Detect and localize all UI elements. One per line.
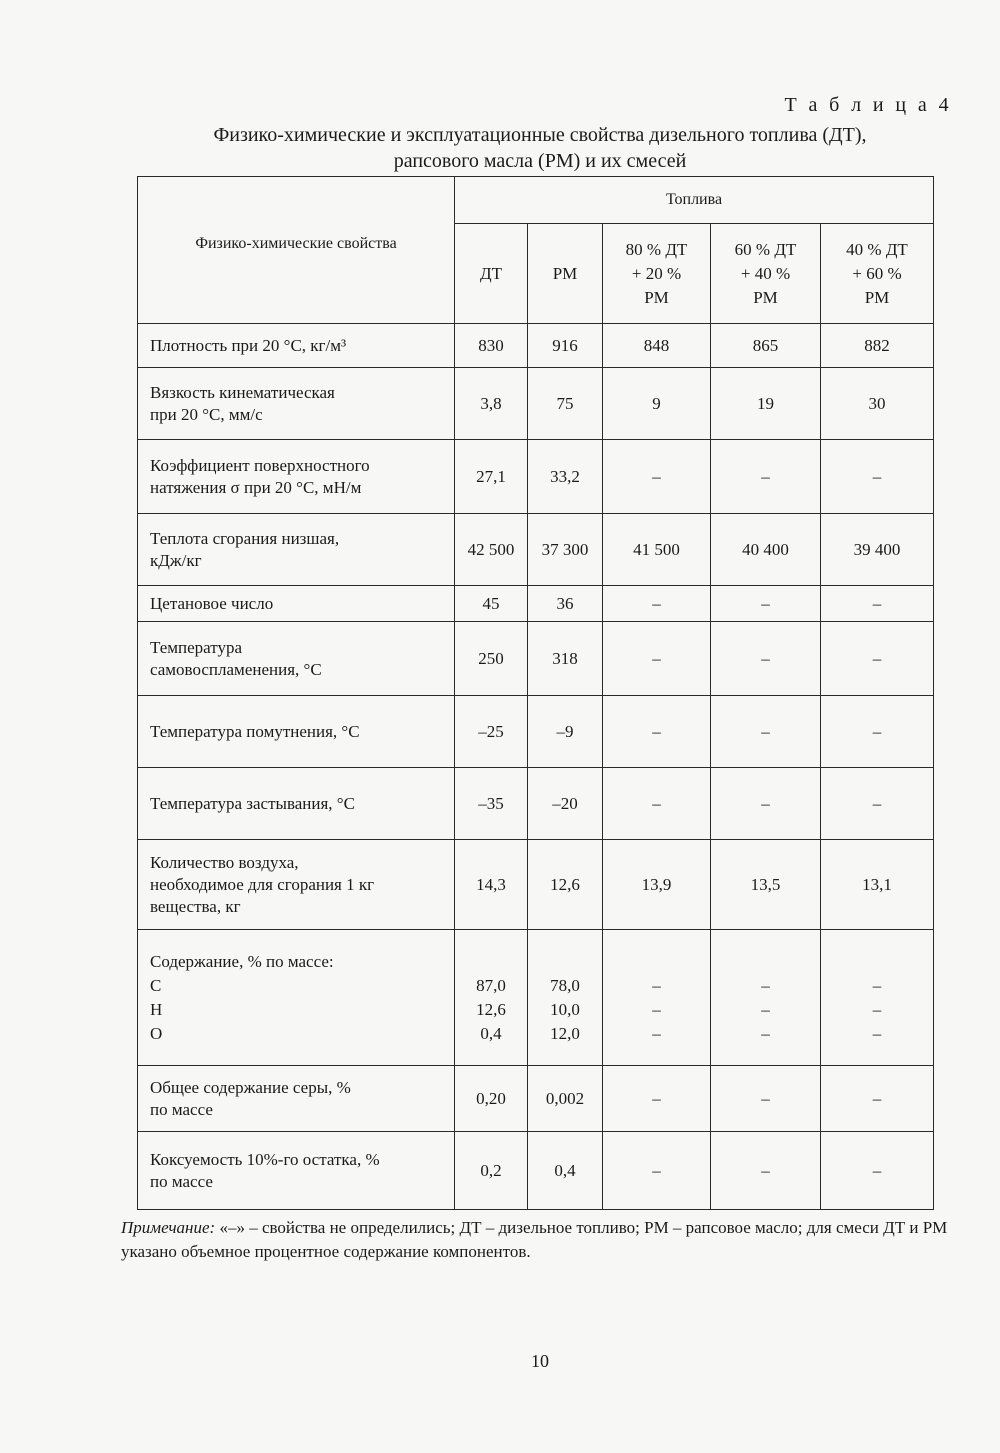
value-cell [455,440,528,514]
value-text: – [872,975,882,995]
property-text: кДж/кг [150,550,202,570]
value-text: – [652,975,661,995]
value-cell [455,622,528,696]
value-cell [455,696,528,768]
value-cell [821,514,934,586]
value-cell [603,840,711,930]
value-text: –35 [478,793,504,813]
table-row [138,368,934,440]
value-text: 3,8 [480,393,502,413]
value-cell [455,586,528,622]
note-text: «–» – свойства не определились; ДТ – дизельное топливо; РМ – рапсовое масло; для смеси ДТ и РМ указано объемное процентное содержание компонентов. [121,1218,948,1261]
value-cell [528,514,603,586]
fuel-column-header-line: 40 % ДТ [846,239,908,259]
note-label: Примечание: [121,1218,216,1237]
property-text: Цетановое число [150,593,274,613]
value-cell [711,1132,821,1210]
property-cell [138,440,455,514]
value-cell [528,1132,603,1210]
value-text: 42 500 [467,539,515,559]
value-cell [603,440,711,514]
value-text: – [761,721,770,741]
value-text: 9 [652,393,661,413]
property-cell [138,514,455,586]
value-text: – [652,593,661,613]
value-text: – [872,1023,882,1043]
value-text: 10,0 [550,999,580,1019]
table-row [138,1132,934,1210]
property-cell [138,1066,455,1132]
value-cell [528,440,603,514]
property-cell [138,622,455,696]
value-text: 0,002 [545,1088,585,1108]
value-text: 865 [752,335,779,355]
value-text: – [761,793,770,813]
value-text: – [652,1023,661,1043]
property-text: Теплота сгорания низшая, [150,528,340,548]
fuel-column-header-line: РМ [644,287,669,307]
value-cell [603,368,711,440]
property-text: Общее содержание серы, % [150,1077,351,1097]
value-text: 78,0 [550,975,580,995]
property-text: Коксуемость 10%-го остатка, % [150,1149,380,1169]
value-cell [711,1066,821,1132]
value-text: – [761,593,770,613]
property-text: по массе [150,1171,213,1191]
value-text: 40 400 [742,539,789,559]
value-text: 0,20 [476,1088,506,1108]
value-text: – [872,648,882,668]
value-cell [821,840,934,930]
value-cell [528,768,603,840]
value-text: – [652,1160,661,1180]
value-cell [821,1132,934,1210]
value-cell [528,324,603,368]
value-text: – [872,1160,882,1180]
value-cell [711,840,821,930]
value-text: 27,1 [476,466,506,486]
fuel-column-header [603,224,711,324]
value-spacer [455,950,527,974]
table-row [138,586,934,622]
property-cell [138,930,455,1066]
table-label: Т а б л и ц а 4 [784,94,952,116]
property-column-header: Физико-химические свойства [138,177,455,324]
fuel-column-header [455,224,528,324]
property-text: Плотность при 20 °С, кг/м³ [150,335,347,355]
value-text: – [761,648,770,668]
table-row [138,840,934,930]
table-row [138,930,934,1066]
fuel-column-header-line: РМ [753,287,778,307]
table-row [138,440,934,514]
value-cell [821,440,934,514]
property-text: Количество воздуха, [150,852,299,872]
value-cell [455,768,528,840]
value-cell [711,324,821,368]
property-cell [138,840,455,930]
table-row [138,324,934,368]
value-spacer [821,950,933,974]
value-text: – [872,999,882,1019]
value-text: 37 300 [541,539,589,559]
value-cell [603,622,711,696]
property-cell [138,768,455,840]
property-cell [138,1132,455,1210]
fuel-column-header [711,224,821,324]
table-body [138,324,934,1210]
value-cell [603,930,711,1066]
value-text: 45 [482,593,500,613]
value-text: – [761,1160,770,1180]
table-row [138,696,934,768]
table-note [121,1216,971,1264]
value-cell [455,324,528,368]
value-text: 13,5 [750,874,781,894]
value-text: 250 [478,648,504,668]
property-text: вещества, кг [150,896,241,916]
fuel-column-header-line: 80 % ДТ [625,239,688,259]
value-cell [455,368,528,440]
value-cell [455,930,528,1066]
property-text: Температура застывания, °С [150,793,355,813]
value-cell [711,622,821,696]
value-text: 13,9 [641,874,672,894]
value-text: 33,2 [550,466,580,486]
value-cell [455,1066,528,1132]
page-number: 10 [531,1351,549,1371]
table-title-line-2: рапсового масла (РМ) и их смесей [393,150,687,172]
value-cell [821,586,934,622]
value-cell [603,1066,711,1132]
fuel-column-header-line: + 40 % [740,263,791,283]
value-text: 75 [556,393,574,413]
value-text: – [761,1088,770,1108]
value-cell [711,696,821,768]
table-header-row-1 [138,177,934,224]
value-cell [711,586,821,622]
value-text: 30 [868,393,886,413]
property-cell [138,586,455,622]
value-text: 14,3 [476,874,506,894]
value-text: 36 [556,593,574,613]
value-cell [455,514,528,586]
value-cell [603,514,711,586]
property-text: натяжения σ при 20 °С, мН/м [150,477,362,497]
value-cell [711,514,821,586]
value-cell [821,930,934,1066]
value-text: 19 [757,393,774,413]
table-row [138,622,934,696]
value-cell [455,1132,528,1210]
value-spacer [528,950,602,974]
value-text: – [761,466,770,486]
property-cell [138,368,455,440]
table-row [138,768,934,840]
value-text: – [652,648,661,668]
value-text: – [872,593,882,613]
value-text: 0,4 [480,1023,502,1043]
fuel-column-header-line: 60 % ДТ [734,239,797,259]
value-text: –9 [556,721,574,741]
value-text: 0,2 [480,1160,502,1180]
value-cell [821,324,934,368]
property-text: при 20 °С, мм/с [150,404,263,424]
value-cell [821,368,934,440]
table-row [138,514,934,586]
property-text: Содержание, % по массе: [150,951,334,971]
value-text: 41 500 [633,539,680,559]
value-text: – [872,721,882,741]
property-text: самовоспламенения, °С [150,659,322,679]
value-cell [603,768,711,840]
value-spacer [711,950,820,974]
property-text: по массе [150,1099,213,1119]
fuel-column-header [528,224,603,324]
table-row [138,1066,934,1132]
property-text: Н [150,999,163,1019]
value-spacer [603,950,710,974]
value-text: 882 [864,335,890,355]
value-text: – [761,1023,770,1043]
value-cell [603,1132,711,1210]
property-cell [138,696,455,768]
value-cell [528,930,603,1066]
value-text: –20 [552,793,578,813]
value-cell [455,840,528,930]
property-text: Вязкость кинематическая [150,382,335,402]
value-cell [528,586,603,622]
value-text: 12,6 [550,874,580,894]
value-text: – [652,999,661,1019]
value-cell [821,696,934,768]
value-text: 87,0 [476,975,506,995]
value-text: – [872,1088,882,1108]
value-text: –25 [478,721,504,741]
value-text: – [761,999,770,1019]
value-text: 12,6 [476,999,506,1019]
property-text: О [150,1023,163,1043]
fuel-column-header-line: РМ [864,287,890,307]
property-text: необходимое для сгорания 1 кг [150,874,375,894]
value-cell [528,368,603,440]
value-cell [821,622,934,696]
fuel-column-header [821,224,934,324]
value-text: – [652,721,661,741]
value-text: 0,4 [554,1160,576,1180]
value-cell [603,324,711,368]
value-text: – [652,793,661,813]
property-cell [138,324,455,368]
value-text: 13,1 [862,874,892,894]
property-text: Температура [150,637,243,657]
value-cell [603,586,711,622]
fuel-column-header-line: РМ [552,263,578,283]
table-title-line-1: Физико-химические и эксплуатационные свойства дизельного топлива (ДТ), [213,124,867,146]
fuel-column-header-line: + 20 % [631,263,682,283]
value-text: 39 400 [853,539,901,559]
value-cell [528,840,603,930]
value-cell [711,440,821,514]
value-cell [821,768,934,840]
value-text: 916 [552,335,578,355]
property-text: С [150,975,162,995]
value-text: – [761,975,770,995]
value-cell [821,1066,934,1132]
value-cell [711,368,821,440]
value-text: 318 [552,648,578,668]
value-text: 848 [643,335,670,355]
value-text: – [872,466,882,486]
property-text: Температура помутнения, °С [150,721,360,741]
value-text: 12,0 [550,1023,580,1043]
fuel-column-header-line: ДТ [480,263,502,283]
value-cell [603,696,711,768]
value-cell [528,622,603,696]
property-text: Коэффициент поверхностного [150,455,370,475]
fuel-group-header: Топлива [455,177,934,224]
value-cell [528,696,603,768]
value-cell [711,768,821,840]
value-text: 830 [478,335,504,355]
fuel-column-header-line: + 60 % [852,263,902,283]
value-cell [711,930,821,1066]
value-text: – [652,1088,661,1108]
value-text: – [652,466,661,486]
value-text: – [872,793,882,813]
fuel-properties-table [137,176,934,1210]
value-cell [528,1066,603,1132]
